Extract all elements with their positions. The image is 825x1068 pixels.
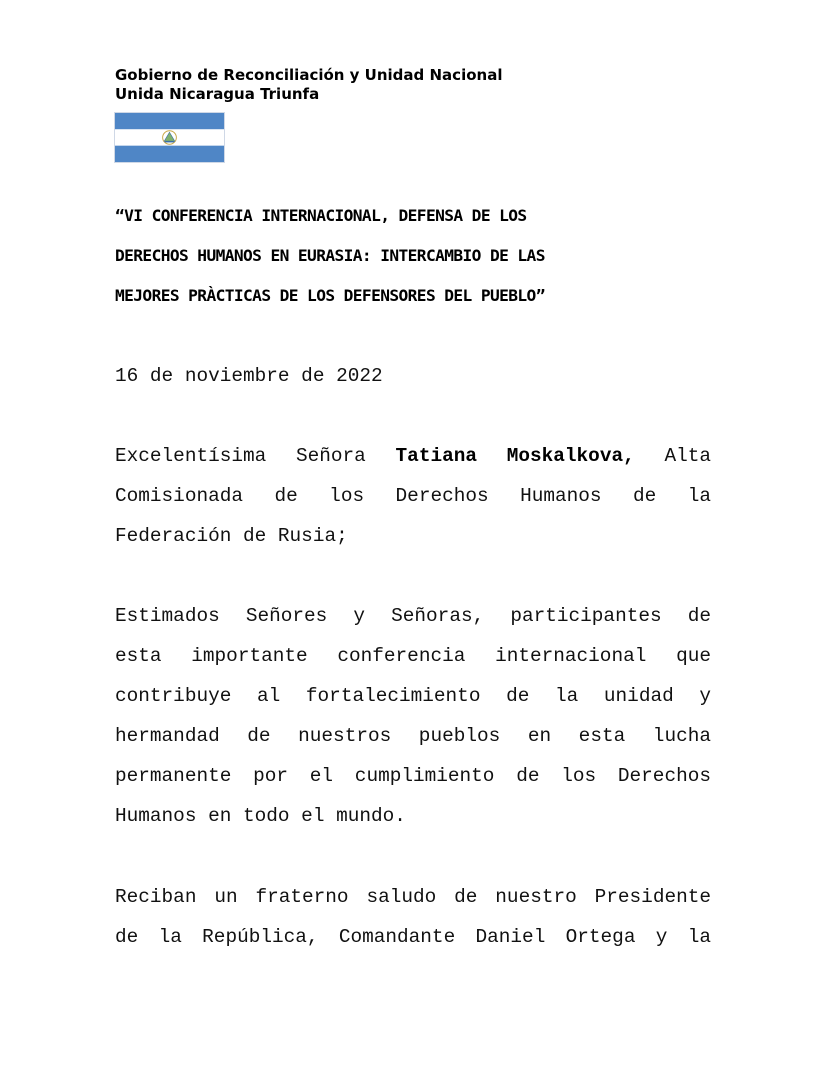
title-line: MEJORES PRÀCTICAS DE LOS DEFENSORES DEL PUEBLO” bbox=[115, 286, 545, 305]
paragraph-line: Reciban un fraterno saludo de nuestro Presidente bbox=[115, 886, 711, 908]
salutation-line: Federación de Rusia; bbox=[115, 525, 348, 547]
title-line: “VI CONFERENCIA INTERNACIONAL, DEFENSA DE LOS bbox=[115, 206, 527, 225]
title-line: DERECHOS HUMANOS EN EURASIA: INTERCAMBIO DE LAS bbox=[115, 246, 545, 265]
document-date: 16 de noviembre de 2022 bbox=[115, 365, 383, 387]
presidential-greeting-paragraph bbox=[115, 877, 711, 957]
paragraph-line: contribuye al fortalecimiento de la unidad y bbox=[115, 685, 711, 707]
government-header bbox=[115, 66, 502, 104]
paragraph-line: permanente por el cumplimiento de los Derechos bbox=[115, 765, 711, 787]
paragraph-line: de la República, Comandante Daniel Ortega y la bbox=[115, 926, 711, 948]
salutation-prefix: Excelentísima Señora bbox=[115, 445, 396, 467]
paragraph-line: esta importante conferencia internacional que bbox=[115, 645, 711, 667]
paragraph-line: hermandad de nuestros pueblos en esta lucha bbox=[115, 725, 711, 747]
salutation-suffix: Alta bbox=[634, 445, 712, 467]
salutation-line bbox=[115, 436, 711, 476]
greeting-paragraph bbox=[115, 596, 711, 836]
nicaragua-flag-icon bbox=[114, 112, 225, 163]
paragraph-line: Humanos en todo el mundo. bbox=[115, 805, 406, 827]
recipient-name: Tatiana Moskalkova, bbox=[395, 445, 635, 467]
conference-title bbox=[115, 196, 715, 316]
salutation-line: Comisionada de los Derechos Humanos de la bbox=[115, 485, 711, 507]
salutation-paragraph bbox=[115, 436, 711, 556]
paragraph-line: Estimados Señores y Señoras, participantes de bbox=[115, 605, 711, 627]
government-name: Gobierno de Reconciliación y Unidad Nacional bbox=[115, 66, 503, 84]
government-slogan: Unida Nicaragua Triunfa bbox=[115, 85, 320, 103]
